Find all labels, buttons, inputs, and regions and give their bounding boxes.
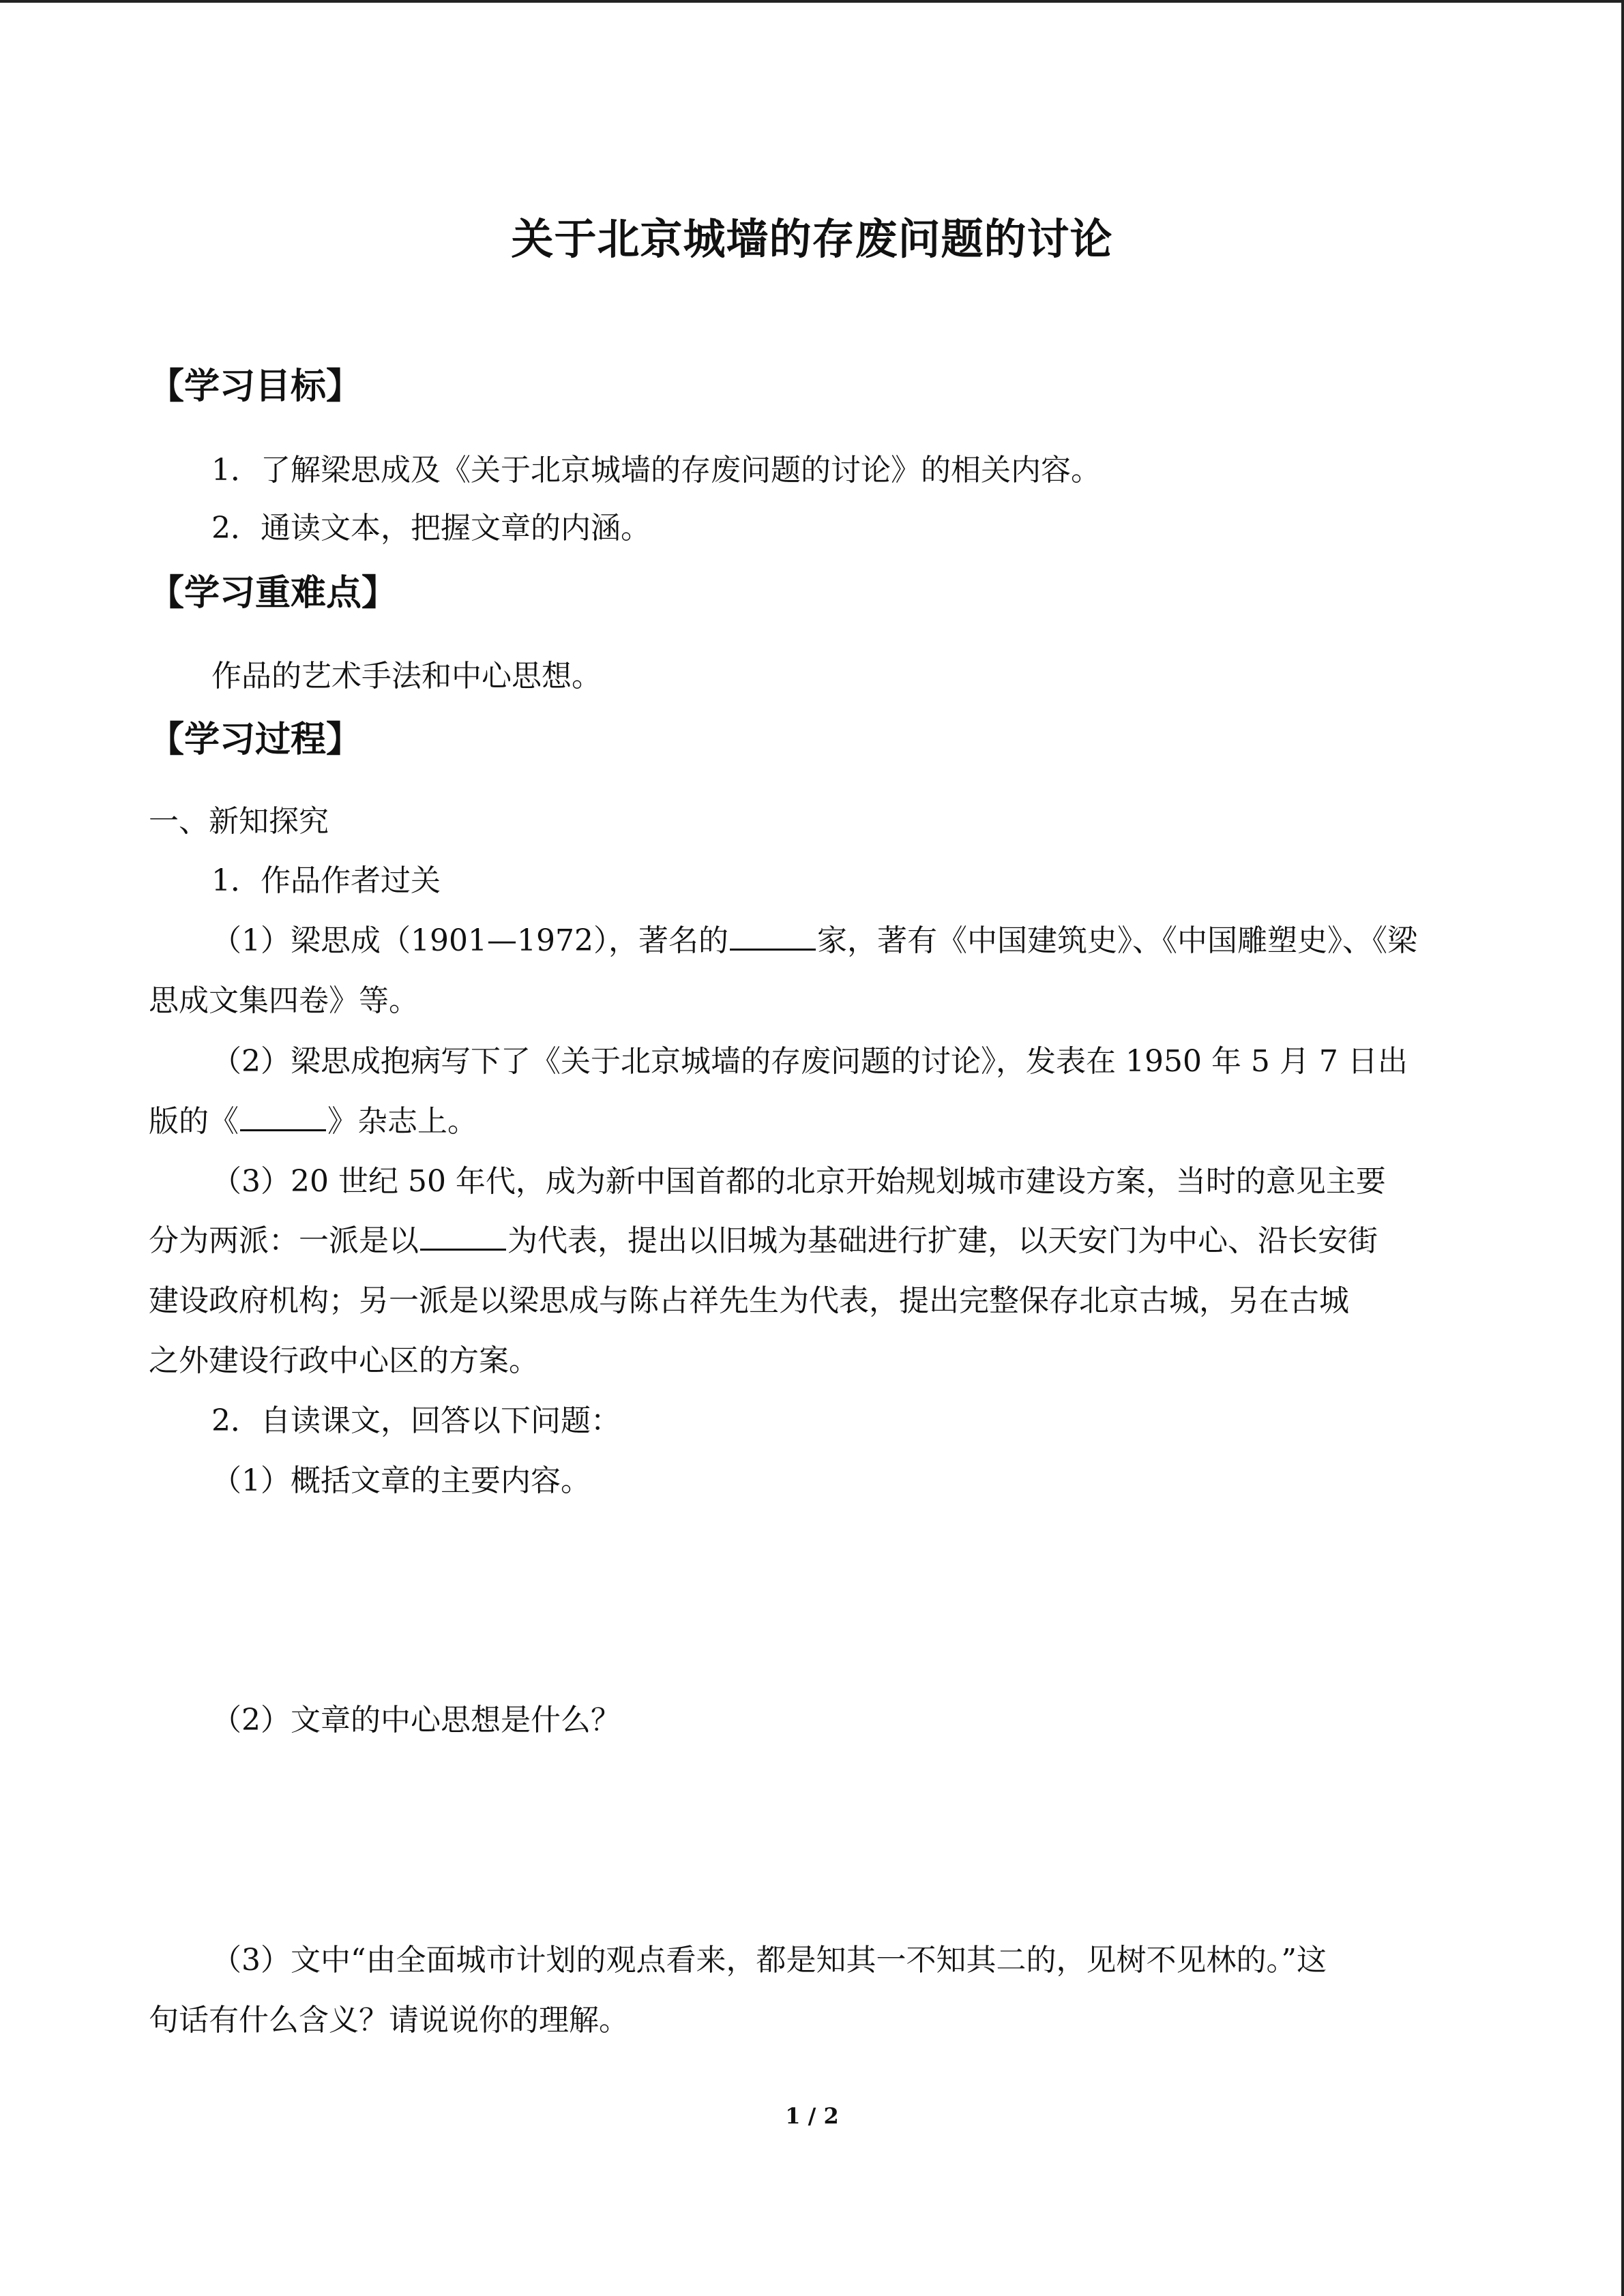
question-2-title: 2．自读课文，回答以下问题： [211, 1403, 621, 1438]
question-1-1-line-1 [211, 921, 1417, 961]
answer-blank[interactable] [240, 1105, 326, 1131]
question-2-1: （1）概括文章的主要内容。 [211, 1463, 591, 1498]
question-1-2-text-b: 版的《 [149, 1104, 239, 1139]
objective-item-1: 1．了解梁思成及《关于北京城墙的存废问题的讨论》的相关内容。 [211, 453, 1101, 488]
question-2-3-line-1: （3）文中“由全面城市计划的观点看来，都是知其一不知其二的，见树不见林的。”这 [211, 1943, 1327, 1978]
question-1-3-text-b: 分为两派：一派是以 [149, 1223, 419, 1258]
question-1-1-text-a: （1）梁思成（1901—1972），著名的 [211, 923, 728, 958]
question-1-3-line-4: 之外建设行政中心区的方案。 [149, 1343, 539, 1378]
question-1-3-text-c: 为代表，提出以旧城为基础进行扩建，以天安门为中心、沿长安街 [507, 1223, 1378, 1258]
question-1-title: 1．作品作者过关 [211, 863, 441, 898]
document-title: 关于北京城墙的存废问题的讨论 [511, 214, 1113, 264]
part-new-knowledge: 一、新知探究 [149, 804, 329, 839]
question-1-3-line-2 [149, 1221, 1378, 1262]
heading-objectives: 【学习目标】 [149, 366, 362, 407]
question-1-1-text-b: 家，著有《中国建筑史》、《中国雕塑史》、《梁 [816, 923, 1417, 958]
heading-process: 【学习过程】 [149, 719, 362, 760]
page-border-top [0, 0, 1624, 3]
question-1-3-line-1: （3）20 世纪 50 年代，成为新中国首都的北京开始规划城市建设方案，当时的意见主要 [211, 1164, 1386, 1199]
question-1-2-line-2 [149, 1101, 477, 1142]
objective-item-2: 2．通读文本，把握文章的内涵。 [211, 511, 651, 546]
answer-blank[interactable] [420, 1224, 506, 1251]
question-1-2-line-1: （2）梁思成抱病写下了《关于北京城墙的存废问题的讨论》，发表在 1950 年 5 月 7 日出 [211, 1044, 1408, 1079]
question-1-3-line-3: 建设政府机构；另一派是以梁思成与陈占祥先生为代表，提出完整保存北京古城，另在古城 [149, 1283, 1349, 1318]
question-2-3-line-2: 句话有什么含义？请说说你的理解。 [149, 2003, 629, 2038]
answer-blank[interactable] [730, 924, 816, 951]
question-1-2-text-c: 》杂志上。 [327, 1104, 477, 1139]
key-points-text: 作品的艺术手法和中心思想。 [211, 659, 602, 694]
page-number: 1 / 2 [785, 2103, 839, 2129]
page-border-right [1621, 0, 1624, 2296]
heading-key-points: 【学习重难点】 [149, 573, 398, 614]
question-2-2: （2）文章的中心思想是什么？ [211, 1703, 621, 1738]
question-1-1-line-2: 思成文集四卷》等。 [149, 983, 419, 1018]
